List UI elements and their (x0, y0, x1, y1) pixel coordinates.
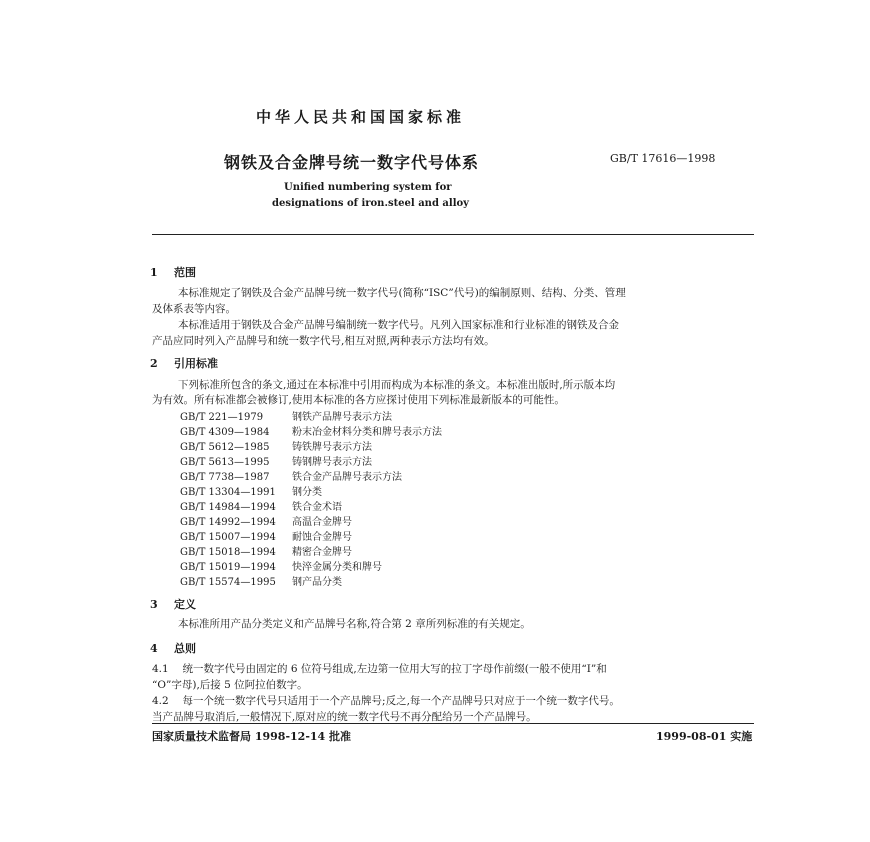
reference-code: GB/T 5613—1995 (180, 457, 270, 468)
reference-title: 快淬金属分类和牌号 (292, 562, 382, 573)
clause-4-1-line2: “O”字母),后接 5 位阿拉伯数字。 (152, 679, 308, 691)
standard-code: GB/T 17616—1998 (610, 152, 716, 165)
header-divider (152, 234, 754, 235)
country-standard-heading: 中华人民共和国国家标准 (256, 108, 466, 126)
reference-title: 铸钢牌号表示方法 (292, 457, 372, 468)
clause-4-1-line1: 4.1 统一数字代号由固定的 6 位符号组成,左边第一位用大写的拉丁字母作前缀(一般不使用“I”和 (152, 663, 607, 675)
reference-title: 粉末冶金材料分类和牌号表示方法 (292, 427, 442, 438)
document-title: 钢铁及合金牌号统一数字代号体系 (224, 153, 480, 172)
reference-item (180, 543, 352, 558)
section-title: 总则 (174, 642, 196, 655)
section-number: 1 (150, 266, 158, 279)
section-1-heading (150, 264, 196, 280)
section-title: 定义 (174, 598, 196, 611)
approval-date: 国家质量技术监督局 1998-12-14 批准 (152, 730, 352, 743)
reference-code: GB/T 15018—1994 (180, 547, 276, 558)
sec1-para1-line1: 本标准规定了钢铁及合金产品牌号统一数字代号(简称“ISC”代号)的编制原则、结构、分类、管理 (178, 287, 626, 299)
sec1-para1-line2: 及体系表等内容。 (152, 303, 236, 315)
reference-code: GB/T 221—1979 (180, 412, 264, 423)
reference-item (180, 498, 342, 513)
reference-title: 高温合金牌号 (292, 517, 352, 528)
reference-title: 铁合金术语 (292, 502, 342, 513)
footer-divider (152, 723, 754, 724)
reference-item (180, 558, 382, 573)
clause-4-2-line2: 当产品牌号取消后,一般情况下,原对应的统一数字代号不再分配给另一个产品牌号。 (152, 711, 537, 723)
reference-code: GB/T 14992—1994 (180, 517, 276, 528)
reference-code: GB/T 14984—1994 (180, 502, 276, 513)
reference-code: GB/T 7738—1987 (180, 472, 270, 483)
reference-item (180, 438, 372, 453)
section-number: 4 (150, 642, 158, 655)
english-title-line-2: designations of iron.steel and alloy (272, 198, 469, 209)
reference-item (180, 528, 352, 543)
reference-code: GB/T 15574—1995 (180, 577, 276, 588)
sec2-para-line2: 为有效。所有标准都会被修订,使用本标准的各方应探讨使用下列标准最新版本的可能性。 (152, 394, 565, 406)
reference-title: 钢铁产品牌号表示方法 (292, 412, 392, 423)
reference-title: 铁合金产品牌号表示方法 (292, 472, 402, 483)
sec1-para2-line2: 产品应同时列入产品牌号和统一数字代号,相互对照,两种表示方法均有效。 (152, 335, 495, 347)
reference-title: 钢分类 (292, 487, 322, 498)
sec1-para2-line1: 本标准适用于钢铁及合金产品牌号编制统一数字代号。凡列入国家标准和行业标准的钢铁及合金 (178, 319, 619, 331)
reference-code: GB/T 5612—1985 (180, 442, 270, 453)
reference-item (180, 513, 352, 528)
reference-item (180, 453, 372, 468)
reference-item (180, 573, 342, 588)
sec2-para-line1: 下列标准所包含的条文,通过在本标准中引用而构成为本标准的条文。本标准出版时,所示版本均 (178, 379, 616, 391)
section-title: 引用标准 (174, 357, 218, 370)
section-2-heading (150, 355, 218, 371)
reference-title: 耐蚀合金牌号 (292, 532, 352, 543)
reference-item (180, 483, 322, 498)
reference-code: GB/T 13304—1991 (180, 487, 276, 498)
reference-title: 钢产品分类 (292, 577, 342, 588)
reference-title: 铸铁牌号表示方法 (292, 442, 372, 453)
reference-code: GB/T 15019—1994 (180, 562, 276, 573)
section-number: 2 (150, 357, 158, 370)
effective-date: 1999-08-01 实施 (656, 730, 753, 743)
reference-item (180, 468, 402, 483)
section-number: 3 (150, 598, 158, 611)
english-title-line-1: Unified numbering system for (284, 182, 452, 193)
section-4-heading (150, 640, 196, 656)
reference-code: GB/T 4309—1984 (180, 427, 270, 438)
reference-title: 精密合金牌号 (292, 547, 352, 558)
reference-item (180, 423, 442, 438)
section-3-heading (150, 596, 196, 612)
reference-code: GB/T 15007—1994 (180, 532, 276, 543)
sec3-para: 本标准所用产品分类定义和产品牌号名称,符合第 2 章所列标准的有关规定。 (178, 618, 531, 630)
reference-item (180, 408, 392, 423)
clause-4-2-line1: 4.2 每一个统一数字代号只适用于一个产品牌号;反之,每一个产品牌号只对应于一个统一数字代号。 (152, 695, 620, 707)
section-title: 范围 (174, 266, 196, 279)
